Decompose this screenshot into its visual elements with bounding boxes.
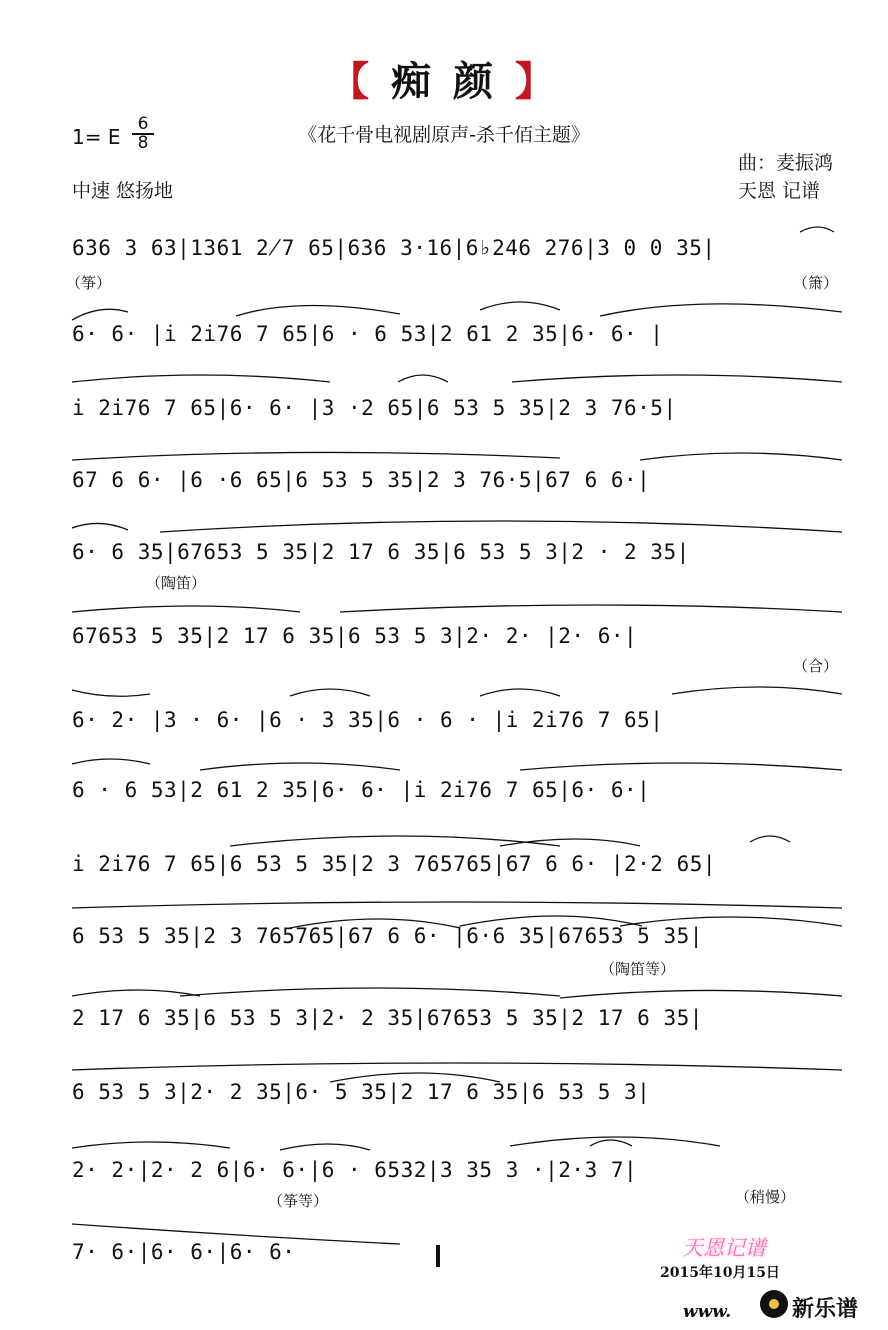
score-line-9: i 2i76 7 65|6 53 5 35|2 3 765765|67 6 6· |2·2 65|	[72, 852, 717, 876]
watermark-url: www.	[683, 1302, 732, 1322]
score-line-13: 2· 2·|2· 2 6|6· 6·|6 · 6532|3 35 3 ·|2·3 7|	[72, 1158, 638, 1182]
score-line-6: 67653 5 35|2 17 6 35|6 53 5 3|2· 2· |2· 6·|	[72, 624, 638, 648]
subtitle: 《花千骨电视剧原声-杀千佰主题》	[298, 124, 590, 146]
recorder: 天恩 记谱	[738, 180, 821, 202]
score-line-12: 6 53 5 3|2· 2 35|6· 5 35|2 17 6 35|6 53 5 3|	[72, 1080, 651, 1104]
score-line-3: i 2i76 7 65|6· 6· |3 ·2 65|6 53 5 35|2 3 76·5|	[72, 396, 677, 420]
score-line-4: 67 6 6· |6 ·6 65|6 53 5 35|2 3 76·5|67 6 6·|	[72, 468, 651, 492]
score-line-5: 6· 6 35|67653 5 35|2 17 6 35|6 53 5 3|2 · 2 35|	[72, 540, 690, 564]
score-line-14: 7· 6·|6· 6·|6· 6·	[72, 1240, 296, 1264]
instrument-note-taodi-etc: （陶笛等）	[600, 960, 676, 978]
instrument-note-zheng-etc: （筝等）	[268, 1192, 329, 1210]
page-title	[0, 50, 888, 107]
instrument-note-xiao: （箫）	[793, 274, 839, 292]
instrument-note-slower: （稍慢）	[735, 1188, 796, 1206]
time-denominator: 8	[137, 133, 149, 153]
score-line-10: 6 53 5 35|2 3 765765|67 6 6· |6·6 35|67653 5 35|	[72, 924, 703, 948]
title-text: 痴 颜	[391, 59, 497, 105]
tempo-marking: 中速 悠扬地	[72, 180, 174, 202]
composer: 曲：麦振鸿	[738, 152, 834, 174]
time-signature	[132, 116, 154, 152]
final-barline	[436, 1245, 440, 1267]
time-numerator: 6	[132, 116, 154, 135]
score-line-11: 2 17 6 35|6 53 5 3|2· 2 35|67653 5 35|2 17 6 35|	[72, 1006, 703, 1030]
recorder-stamp: 天恩记谱	[682, 1236, 766, 1260]
score-line-8: 6 · 6 53|2 61 2 35|6· 6· |i 2i76 7 65|6· 6·|	[72, 778, 651, 802]
record-date: 2015年10月15日	[660, 1265, 780, 1281]
key-signature: 1= E	[72, 125, 121, 149]
vinyl-logo-icon	[760, 1290, 788, 1318]
score-line-2: 6· 6· |i 2i76 7 65|6 · 6 53|2 61 2 35|6· 6· |	[72, 322, 664, 346]
score-line-1: 636 3 63|1361 2̸7 65|636 3·16|6♭246 276|3 0 0 35|	[72, 236, 716, 260]
brand-name: 新乐谱	[792, 1297, 859, 1322]
instrument-note-zheng: （筝）	[66, 274, 112, 292]
instrument-note-he: （合）	[793, 657, 839, 675]
title-open-bracket: 【	[329, 59, 374, 105]
title-close-bracket: 】	[514, 59, 559, 105]
instrument-note-taodi: （陶笛）	[146, 574, 207, 592]
score-line-7: 6· 2· |3 · 6· |6 · 3 35|6 · 6 · |i 2i76 7 65|	[72, 708, 664, 732]
